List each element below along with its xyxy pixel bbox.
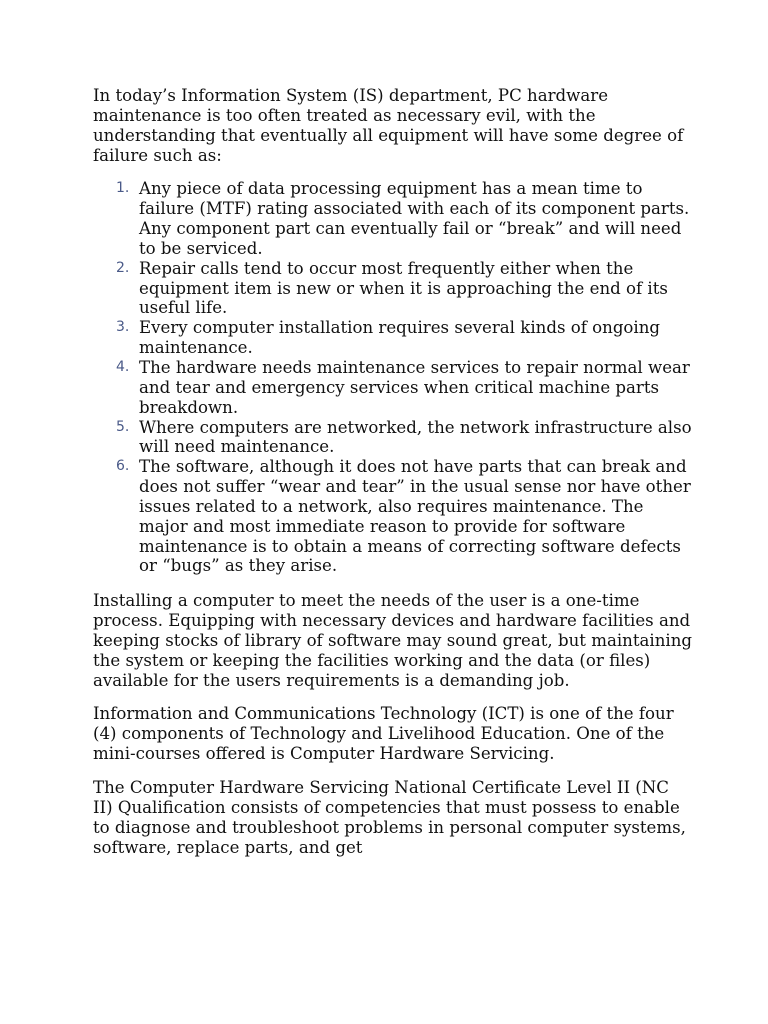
list-number: 2. bbox=[116, 259, 130, 276]
list-item bbox=[93, 418, 693, 458]
list-item-text: The software, although it does not have parts that can break and does not suffer “wear and tear” in the usual sense nor have other issues related to a network, also requires maintenance. The major and most immediate reason to provide for software maintenance is to obtain a means of correcting software defects or “bugs” as they arise. bbox=[139, 457, 691, 576]
nc2-paragraph: The Computer Hardware Servicing National Certificate Level II (NC II) Qualification consists of competencies that must possess to enable to diagnose and troubleshoot problems in personal computer systems, software, replace parts, and get bbox=[93, 778, 686, 857]
list-item bbox=[93, 259, 693, 319]
installation-paragraph: Installing a computer to meet the needs of the user is a one-time process. Equipping with necessary devices and hardware facilities and keeping stocks of library of software may sound great, but maintaining the system or keeping the facilities working and the data (or files) available for the users requirements is a demanding job. bbox=[93, 591, 693, 690]
list-item bbox=[93, 179, 693, 258]
failure-list bbox=[93, 179, 693, 576]
list-item bbox=[93, 358, 693, 418]
ict-paragraph: Information and Communications Technology (ICT) is one of the four (4) components of Technology and Livelihood Education. One of the mini-courses offered is Computer Hardware Servicing. bbox=[93, 704, 674, 764]
list-item bbox=[93, 457, 693, 576]
intro-paragraph: In today’s Information System (IS) department, PC hardware maintenance is too often treated as necessary evil, with the understanding that eventually all equipment will have some degree of failure such as: bbox=[93, 86, 684, 165]
list-item-text: Where computers are networked, the network infrastructure also will need maintenance. bbox=[139, 417, 692, 457]
list-item-text: Every computer installation requires several kinds of ongoing maintenance. bbox=[139, 318, 661, 358]
list-item bbox=[93, 318, 693, 358]
list-number: 6. bbox=[116, 458, 130, 475]
document-page bbox=[93, 86, 693, 871]
list-item-text: Any piece of data processing equipment has a mean time to failure (MTF) rating associated with each of its component parts. Any component part can eventually fail or “break” and will need to be serviced. bbox=[139, 179, 690, 258]
list-number: 4. bbox=[116, 358, 130, 375]
list-number: 5. bbox=[116, 418, 130, 435]
list-number: 1. bbox=[116, 180, 130, 197]
list-number: 3. bbox=[116, 319, 130, 336]
list-item-text: The hardware needs maintenance services to repair normal wear and tear and emergency services when critical machine parts breakdown. bbox=[139, 357, 690, 417]
list-item-text: Repair calls tend to occur most frequently either when the equipment item is new or when it is approaching the end of its useful life. bbox=[139, 258, 668, 318]
